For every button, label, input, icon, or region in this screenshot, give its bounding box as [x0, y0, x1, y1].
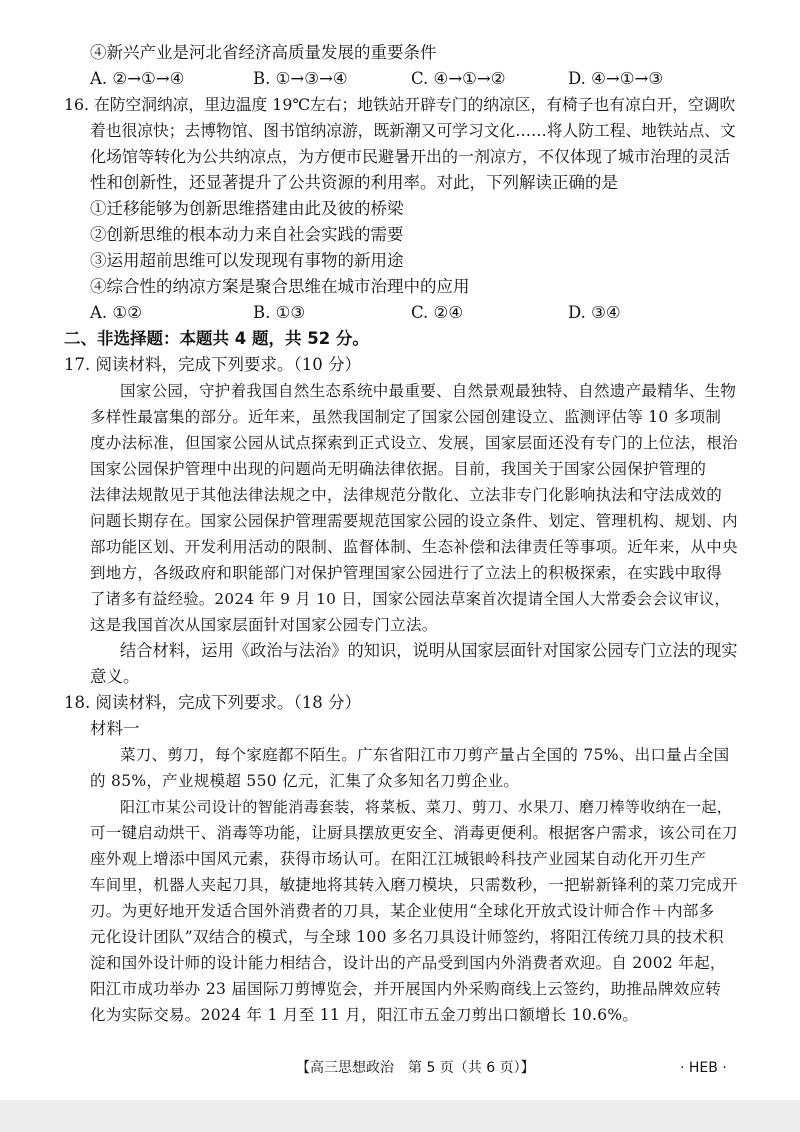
q17-requirement-line-1: 结合材料，运用《政治与法治》的知识，说明从国家层面针对国家公园专门立法的现实	[120, 641, 738, 660]
q16-stem-line-2: 着也很凉快；去博物馆、图书馆纳凉游，既新潮又可学习文化……将人防工程、地铁站点、文	[90, 121, 736, 140]
q18-para2-line-4: 车间里，机器人夹起刀具，敏捷地将其转入磨刀模块，只需数秒，一把崭新锋利的菜刀完成开	[90, 876, 738, 894]
q18-para2-line-1: 阳江市某公司设计的智能消毒套装，将菜板、菜刀、剪刀、水果刀、磨刀棒等收纳在一起，	[120, 798, 733, 816]
q18-para2-line-6: 元化设计团队”双结合的模式，与全球 100 多名刀具设计师签约，将阳江传统刀具的技术积	[90, 928, 724, 946]
q18-para2-line-9: 化为实际交易。2024 年 1 月至 11 月，阳江市五金刀剪出口额增长 10.6%。	[90, 1006, 639, 1024]
q15-option-c: C. ④→①→②	[411, 69, 506, 88]
q15-option-d: D. ④→①→③	[568, 69, 664, 88]
q17-material-line-10: 这是我国首次从国家层面针对国家公园专门立法。	[90, 616, 438, 634]
q17-material-line-5: 法律法规散见于其他法律法规之中，法律规范分散化、立法非专门化影响执法和守法成效的	[90, 486, 723, 504]
q18-heading: 18. 阅读材料，完成下列要求。（18 分）	[64, 693, 361, 712]
q16-stem-line-3: 化场馆等转化为公共纳凉点，为方便市民避暑开出的一剂凉方，不仅体现了城市治理的灵活	[90, 147, 731, 166]
q16-statement-2: ②创新思维的根本动力来自社会实践的需要	[90, 225, 404, 244]
q16-option-a: A. ①②	[90, 303, 142, 322]
q16-statement-3: ③运用超前思维可以发现现有事物的新用途	[90, 251, 404, 270]
q18-para2-line-8: 阳江市成功举办 23 届国际刀剪博览会，并开展国内外采购商线上云签约，助推品牌效应转	[90, 980, 722, 998]
q16-stem-line-1: 16. 在防空洞纳凉，里边温度 19℃左右；地铁站开辟专门的纳凉区，有椅子也有凉白开，空调吹	[64, 95, 736, 114]
q16-option-c: C. ②④	[411, 303, 464, 322]
q16-stem-line-4: 性和创新性，还显著提升了公共资源的利用率。对此，下列解读正确的是	[90, 173, 618, 192]
q17-material-line-4: 国家公园保护管理中出现的问题尚无明确法律依据。目前，我国关于国家公园保护管理的	[90, 460, 707, 478]
q17-material-line-9: 了诸多有益经验。2024 年 9 月 10 日，国家公园法草案首次提请全国人大常委会会议审议，	[90, 590, 731, 608]
q16-option-b: B. ①③	[253, 303, 306, 322]
q15-option-b: B. ①→③→④	[253, 69, 348, 88]
q17-material-line-7: 部功能区划、开发利用活动的限制、监督体制、生态补偿和法律责任等事项。近年来，从中央	[90, 538, 738, 556]
q18-para2-line-3: 座外观上增添中国风元素，获得市场认可。在阳江江城银岭科技产业园某自动化开刃生产	[90, 850, 707, 868]
page-footer-label: 【高三思想政治 第 5 页（共 6 页）】	[296, 1060, 535, 1076]
q16-option-d: D. ③④	[568, 303, 621, 322]
q16-statement-1: ①迁移能够为创新思维搭建由此及彼的桥梁	[90, 199, 404, 218]
q17-heading: 17. 阅读材料，完成下列要求。（10 分）	[64, 355, 361, 374]
q18-para2-line-7: 淀和国外设计师的设计能力相结合，设计出的产品受到国内外消费者欢迎。自 2002 年起，	[90, 954, 726, 972]
q18-para2-line-5: 刃。为更好地开发适合国外消费者的刀具，某企业使用“全球化开放式设计师合作＋内部多	[90, 902, 715, 920]
q17-material-line-3: 度办法标准，但国家公园从试点探索到正式设立、发展，国家层面还没有专门的上位法，根治	[90, 434, 738, 452]
q15-statement-4: ④新兴产业是河北省经济高质量发展的重要条件	[90, 43, 437, 62]
q17-material-line-1: 国家公园，守护着我国自然生态系统中最重要、自然景观最独特、自然遗产最精华、生物	[120, 382, 737, 400]
q17-material-line-2: 多样性最富集的部分。近年来，虽然我国制定了国家公园创建设立、监测评估等 10 多项制	[90, 408, 722, 426]
q18-material-label: 材料一	[90, 719, 140, 738]
q18-para1-line-1: 菜刀、剪刀，每个家庭都不陌生。广东省阳江市刀剪产量占全国的 75%、出口量占全国	[120, 746, 730, 764]
q18-para2-line-2: 可一键启动烘干、消毒等功能，让厨具摆放更安全、消毒更便利。根据客户需求，该公司在刀	[90, 824, 738, 842]
q17-material-line-6: 问题长期存在。国家公园保护管理需要规范国家公园的设立条件、划定、管理机构、规划、内	[90, 512, 738, 530]
scan-bottom-shadow	[0, 1100, 800, 1132]
q16-statement-4: ④综合性的纳凉方案是聚合思维在城市治理中的应用	[90, 277, 470, 296]
q18-para1-line-2: 的 85%，产业规模超 550 亿元，汇集了众多知名刀剪企业。	[90, 772, 520, 790]
q15-option-a: A. ②→①→④	[90, 69, 185, 88]
q17-material-line-8: 到地方，各级政府和职能部门对保护管理国家公园进行了立法上的积极探索，在实践中取得	[90, 564, 723, 582]
footer-code: · HEB ·	[680, 1060, 727, 1076]
q17-requirement-line-2: 意义。	[90, 667, 140, 686]
section-2-heading: 二、非选择题：本题共 4 题，共 52 分。	[64, 329, 369, 348]
